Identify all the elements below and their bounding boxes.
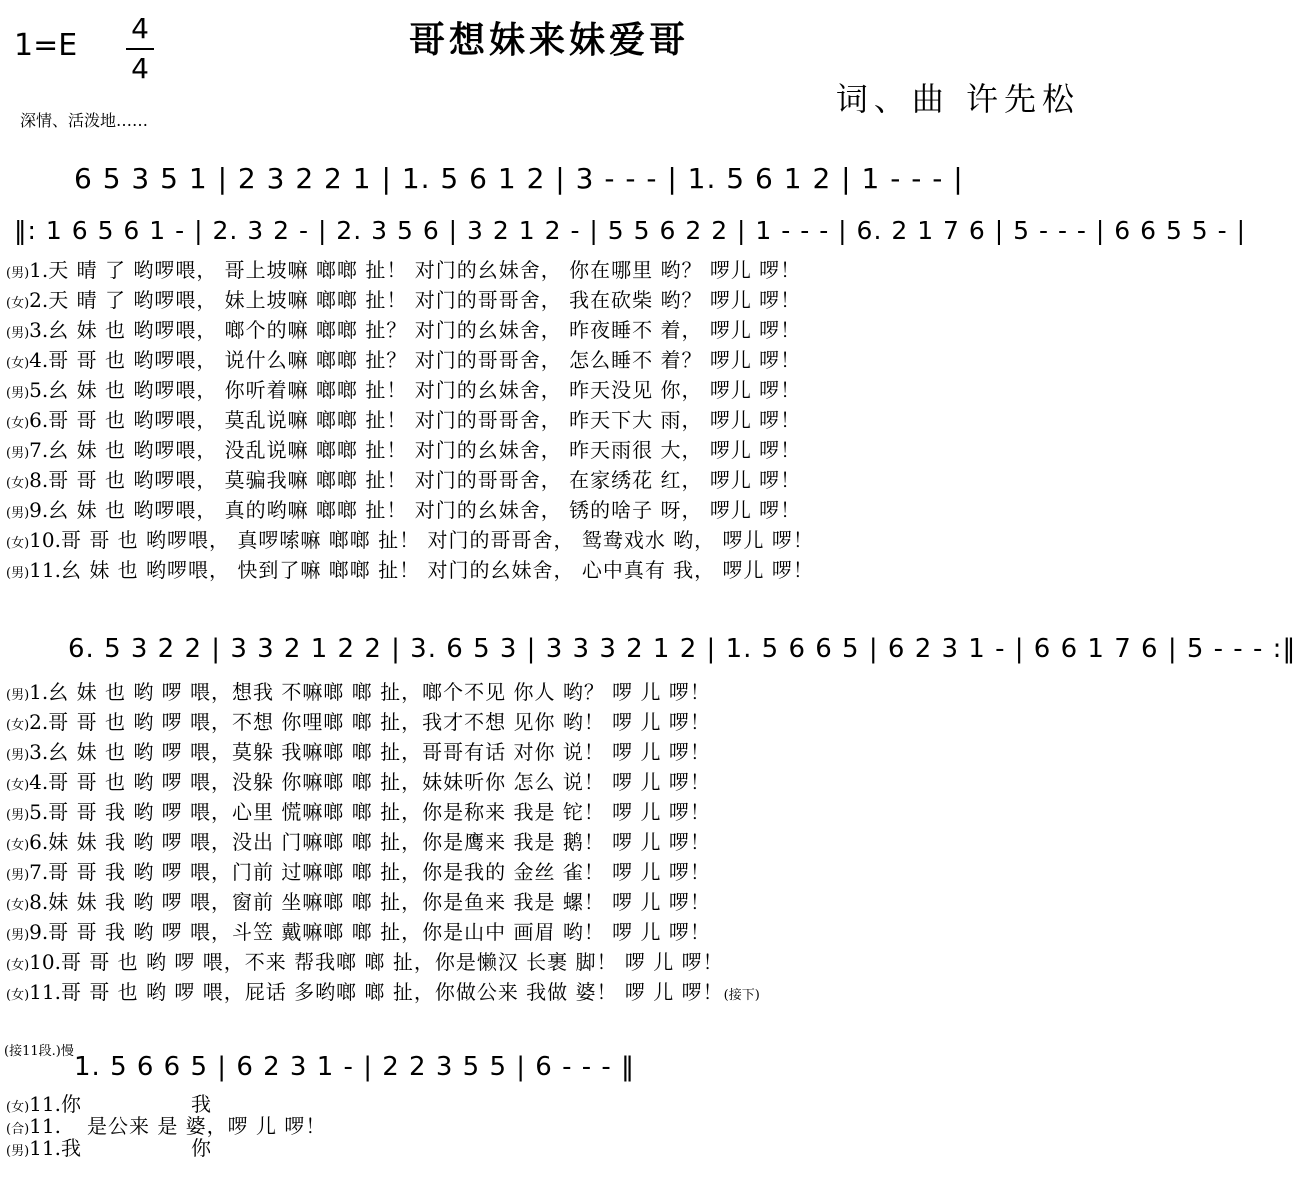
- lyric-line: [6, 374, 814, 404]
- key-signature: 1=E: [14, 28, 78, 63]
- lyric-line: [6, 736, 760, 766]
- lyric-text: 天 晴 了 哟啰喂， 哥上坡嘛 啷啷 扯！ 对门的幺妹舍， 你在哪里 哟？ 啰儿 啰！: [48, 258, 802, 282]
- song-title: 哥想妹来妹爱哥: [408, 19, 689, 61]
- singer-label: (女): [6, 838, 30, 853]
- verse-number: 9.: [29, 498, 49, 522]
- verse-number: 11.: [29, 1092, 61, 1116]
- lyric-text: 是公来 是 婆，啰 儿 啰！: [86, 1114, 327, 1138]
- singer-label: (女): [6, 778, 30, 793]
- singer-label: (男): [6, 326, 30, 341]
- lyric-text: 哥 哥 也 哟啰喂， 莫骗我嘛 啷啷 扯！ 对门的哥哥舍， 在家绣花 红， 啰儿 啰！: [48, 468, 802, 492]
- section2-notation: 6. 5 3 2 2 | 3 3 2 1 2 2 | 3. 6 5 3 | 3 3 3 2 1 2 | 1. 5 6 6 5 | 6 2 3 1 - | 6 6 1 7 6 | 5 - - - :‖: [68, 634, 1296, 664]
- lyric-line: [6, 404, 814, 434]
- time-signature-bottom: 4: [131, 52, 149, 85]
- verse-number: 11.: [29, 558, 61, 582]
- lyric-line: [6, 494, 814, 524]
- verse-number: 11.: [29, 1114, 61, 1138]
- singer-label: (女): [6, 988, 30, 1003]
- verse-number: 5.: [29, 800, 49, 824]
- singer-label: (男): [6, 748, 30, 763]
- verse-number: 11.: [29, 1136, 61, 1160]
- verse-number: 10.: [29, 950, 61, 974]
- verse-number: 7.: [29, 438, 49, 462]
- verse-number: 4.: [29, 770, 49, 794]
- lyric-text: 哥 哥 也 哟啰喂， 莫乱说嘛 啷啷 扯！ 对门的哥哥舍， 昨天下大 雨， 啰儿 啰！: [48, 408, 802, 432]
- lyric-line: [6, 856, 760, 886]
- tempo-marking: 深情、活泼地……: [20, 111, 149, 130]
- song-credit: 词、曲 许先松: [835, 80, 1080, 118]
- lyric-text: 哥 哥 也 哟 啰 喂，不来 帮我啷 啷 扯，你是懒汉 长裹 脚！ 啰 儿 啰！: [60, 950, 724, 974]
- lyric-line: [6, 254, 814, 284]
- singer-label: (男): [6, 386, 30, 401]
- lyric-line: [6, 796, 760, 826]
- lyric-text: 妹 妹 我 哟 啰 喂，没出 门嘛啷 啷 扯，你是鹰来 我是 鹅！ 啰 儿 啰！: [48, 830, 711, 854]
- verse-number: 5.: [29, 378, 49, 402]
- singer-label: (女): [6, 536, 30, 551]
- lyric-word: 你: [60, 1092, 81, 1116]
- lyric-line: [6, 554, 814, 584]
- verse-number: 11.: [29, 980, 61, 1004]
- verse-number: 3.: [29, 740, 49, 764]
- lyric-line: [6, 344, 814, 374]
- verse-number: 4.: [29, 348, 49, 372]
- lyric-text: 哥 哥 也 哟啰喂， 说什么嘛 啷啷 扯？ 对门的哥哥舍， 怎么睡不 着？ 啰儿 啰！: [48, 348, 802, 372]
- lyric-text: 幺 妹 也 哟啰喂， 没乱说嘛 啷啷 扯！ 对门的幺妹舍， 昨天雨很 大， 啰儿 啰！: [48, 438, 802, 462]
- lyric-line: [6, 976, 760, 1006]
- final-line-male: [6, 1132, 211, 1162]
- lyric-text: 幺 妹 也 哟啰喂， 真的哟嘛 啷啷 扯！ 对门的幺妹舍， 锈的啥子 呀， 啰儿 啰！: [48, 498, 802, 522]
- verse-list-2: [6, 676, 760, 1006]
- lyric-line: [6, 676, 760, 706]
- singer-label: (女): [6, 958, 30, 973]
- lyric-text: 幺 妹 也 哟啰喂， 你听着嘛 啷啷 扯！ 对门的幺妹舍， 昨天没见 你， 啰儿 啰！: [48, 378, 802, 402]
- singer-label: (男): [6, 808, 30, 823]
- lyric-line: [6, 314, 814, 344]
- lyric-word: 我: [60, 1136, 81, 1160]
- lyric-line: [6, 524, 814, 554]
- lyric-line: [6, 946, 760, 976]
- singer-label: (男): [6, 266, 30, 281]
- verse-number: 3.: [29, 318, 49, 342]
- lyric-text: 哥 哥 也 哟 啰 喂，屁话 多哟啷 啷 扯，你做公来 我做 婆！ 啰 儿 啰！: [60, 980, 724, 1004]
- singer-label: (女): [6, 416, 30, 431]
- verse-number: 6.: [29, 830, 49, 854]
- verse-number: 1.: [29, 258, 49, 282]
- lyric-text: 幺 妹 也 哟 啰 喂，莫躲 我嘛啷 啷 扯，哥哥有话 对你 说！ 啰 儿 啰！: [48, 740, 711, 764]
- verse-number: 9.: [29, 920, 49, 944]
- verse-number: 8.: [29, 890, 49, 914]
- singer-label: (女): [6, 296, 30, 311]
- lyric-text: 幺 妹 也 哟啰喂， 快到了嘛 啷啷 扯！ 对门的幺妹舍， 心中真有 我， 啰儿 啰！: [60, 558, 814, 582]
- lyric-line: [6, 706, 760, 736]
- singer-label: (男): [6, 566, 30, 581]
- lyric-text: 哥 哥 也 哟 啰 喂，不想 你哩啷 啷 扯，我才不想 见你 哟！ 啰 儿 啰！: [48, 710, 711, 734]
- singer-label: (男): [6, 446, 30, 461]
- main-notation: ‖: 1 6 5 6 1 - | 2. 3 2 - | 2. 3 5 6 | 3 2 1 2 - | 5 5 6 2 2 | 1 - - - | 6. 2 1 7 6 | 5 - - - | 6 6 5 5 - |: [14, 216, 1247, 245]
- verse-number: 1.: [29, 680, 49, 704]
- singer-label: (男): [6, 928, 30, 943]
- verse-list-1: [6, 254, 814, 584]
- lyric-text: 哥 哥 我 哟 啰 喂，门前 过嘛啷 啷 扯，你是我的 金丝 雀！ 啰 儿 啰！: [48, 860, 711, 884]
- lyric-text: 哥 哥 也 哟啰喂， 真啰嗦嘛 啷啷 扯！ 对门的哥哥舍， 鸳鸯戏水 哟， 啰儿 啰！: [60, 528, 814, 552]
- singer-label: (女): [6, 1100, 30, 1115]
- lyric-line: [6, 766, 760, 796]
- verse-number: 10.: [29, 528, 61, 552]
- singer-label: (合): [6, 1122, 30, 1137]
- verse-number: 6.: [29, 408, 49, 432]
- singer-label: (男): [6, 868, 30, 883]
- singer-label: (女): [6, 356, 30, 371]
- time-signature-top: 4: [131, 12, 149, 45]
- singer-label: (女): [6, 898, 30, 913]
- lyric-line: [6, 826, 760, 856]
- singer-label: (男): [6, 506, 30, 521]
- intro-notation: 6 5 3 5 1 | 2 3 2 2 1 | 1. 5 6 1 2 | 3 - - - | 1. 5 6 1 2 | 1 - - - |: [74, 162, 964, 195]
- verse-number: 8.: [29, 468, 49, 492]
- lyric-line: [6, 434, 814, 464]
- lyric-text: 哥 哥 我 哟 啰 喂，心里 慌嘛啷 啷 扯，你是称来 我是 铊！ 啰 儿 啰！: [48, 800, 711, 824]
- lyric-line: [6, 284, 814, 314]
- lyric-text: 天 晴 了 哟啰喂， 妹上坡嘛 啷啷 扯！ 对门的哥哥舍， 我在砍柴 哟？ 啰儿 啰！: [48, 288, 802, 312]
- lyric-text: 哥 哥 也 哟 啰 喂，没躲 你嘛啷 啷 扯，妹妹听你 怎么 说！ 啰 儿 啰！: [48, 770, 711, 794]
- lyric-line: [6, 886, 760, 916]
- verse-number: 7.: [29, 860, 49, 884]
- continue-note: (接下): [723, 988, 760, 1003]
- lyric-text: 幺 妹 也 哟啰喂， 啷个的嘛 啷啷 扯？ 对门的幺妹舍， 昨夜睡不 着， 啰儿 啰！: [48, 318, 802, 342]
- lyric-text: 妹 妹 我 哟 啰 喂，窗前 坐嘛啷 啷 扯，你是鱼来 我是 螺！ 啰 儿 啰！: [48, 890, 711, 914]
- verse-number: 2.: [29, 288, 49, 312]
- continuation-marker: (接11段.)慢: [4, 1044, 74, 1059]
- lyric-text: 幺 妹 也 哟 啰 喂，想我 不嘛啷 啷 扯，啷个不见 你人 哟？ 啰 儿 啰！: [48, 680, 711, 704]
- verse-number: 2.: [29, 710, 49, 734]
- singer-label: (男): [6, 1144, 30, 1159]
- lyric-text: 哥 哥 我 哟 啰 喂，斗笠 戴嘛啷 啷 扯，你是山中 画眉 哟！ 啰 儿 啰！: [48, 920, 711, 944]
- lyric-word: 我: [190, 1092, 211, 1116]
- section3-notation: 1. 5 6 6 5 | 6 2 3 1 - | 2 2 3 5 5 | 6 - - - ‖: [74, 1052, 636, 1082]
- lyric-line: [6, 916, 760, 946]
- singer-label: (女): [6, 476, 30, 491]
- singer-label: (男): [6, 688, 30, 703]
- lyric-line: [6, 464, 814, 494]
- singer-label: (女): [6, 718, 30, 733]
- lyric-word: 你: [190, 1136, 211, 1160]
